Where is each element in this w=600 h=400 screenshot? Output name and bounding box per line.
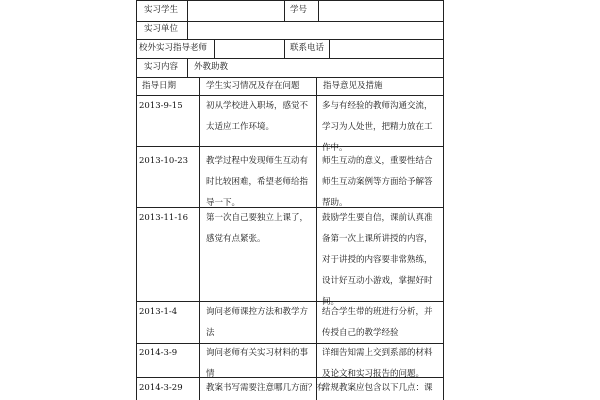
row-advice: 常规教案应包含以下几点：课 (322, 383, 433, 393)
row-advice: 师生互动的意义，重要性结合师生互动案例等方面给予解答帮助。 (322, 156, 433, 208)
content-value: 外教助教 (194, 62, 229, 72)
row-situation: 询问老师课控方法和教学方法 (206, 307, 309, 338)
row-date: 2013-11-16 (139, 213, 189, 223)
rule-1 (136, 21, 444, 22)
row-date: 2013-1-4 (139, 307, 178, 317)
column-header-date: 指导日期 (142, 81, 177, 91)
rule-right (443, 0, 444, 400)
internship-guidance-form (136, 0, 444, 400)
row-advice: 多与有经验的教师沟通交流，学习为人处世，把精力放在工作中。 (322, 101, 433, 153)
row-situation: 教学过程中发现师生互动有时比较困难，希望老师给指导一下。 (206, 156, 309, 208)
content-label: 实习内容 (144, 62, 179, 72)
rule-col-date (199, 77, 200, 400)
rule-number-label-left (284, 0, 285, 21)
row-date: 2013-9-15 (139, 101, 183, 111)
rule-col-situation (316, 77, 317, 400)
rule-tutor-divider (214, 39, 215, 58)
phone-label: 联系电话 (290, 43, 325, 53)
tutor-label: 校外实习指导老师 (139, 43, 208, 53)
row-situation: 询问老师有关实习材料的事情 (206, 348, 309, 379)
row-advice: 详细告知需上交到系部的材料及论文和实习报告的问题。 (322, 348, 433, 379)
rule-student-divider (187, 0, 188, 39)
rule-number-label-right (318, 0, 319, 21)
rule-content-divider (187, 58, 188, 77)
column-header-advice: 指导意见及措施 (323, 81, 383, 91)
row-situation: 初从学校进入职场，感觉不太适应工作环境。 (206, 101, 309, 132)
row-situation: 教案书写需要注意哪几方面？有 (206, 383, 326, 393)
row-date: 2013-10-23 (139, 156, 189, 166)
student-number-label: 学号 (290, 5, 308, 15)
rule-left (136, 0, 137, 400)
rule-phone-label-right (329, 39, 330, 58)
column-header-situation: 学生实习情况及存在问题 (206, 81, 300, 91)
row-advice: 鼓励学生要自信，课前认真准备第一次上课所讲授的内容，对于讲授的内容要非常熟练，设计好互动小游戏，掌握好时间。 (322, 213, 433, 307)
row-date: 2014-3-29 (139, 383, 183, 393)
row-date: 2014-3-9 (139, 348, 178, 358)
rule-phone-label-left (284, 39, 285, 58)
row-situation: 第一次自己要独立上课了，感觉有点紧张。 (206, 213, 309, 244)
student-label: 实习学生 (144, 5, 179, 15)
row-advice: 结合学生带的班进行分析，并传授自己的教学经验 (322, 307, 433, 338)
internship-unit-label: 实习单位 (144, 24, 179, 34)
